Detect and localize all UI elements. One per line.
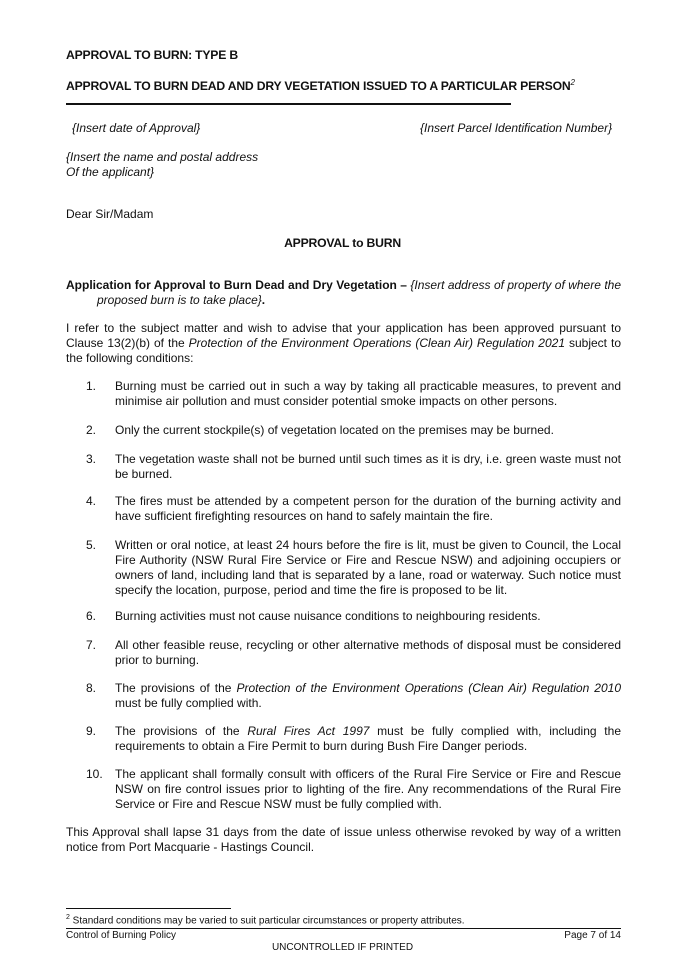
subject-block [66, 278, 621, 308]
footnote-text: Standard conditions may be varied to suit particular circumstances or property attributes. [69, 915, 465, 927]
date-placeholder: {Insert date of Approval} [72, 121, 201, 135]
condition-8-regulation: Protection of the Environment Operations (Clean Air) Regulation 2010 [236, 681, 621, 695]
title-underline [66, 103, 511, 105]
subject-italic-2: proposed burn is to take place} [97, 293, 262, 307]
footer-title: Control of Burning Policy [66, 930, 177, 941]
condition-text: Burning activities must not cause nuisance conditions to neighbouring residents. [115, 609, 541, 623]
condition-text: All other feasible reuse, recycling or other alternative methods of disposal must be considered prior to burning. [115, 638, 621, 667]
condition-text: Burning must be carried out in such a way by taking all practicable measures, to prevent and minimise air pollution and must consider potential smoke impacts on other persons. [115, 379, 621, 408]
intro-line-2-pre: Clause 13(2)(b) of the [66, 336, 189, 350]
closing-paragraph [66, 825, 621, 855]
applicant-line-2: Of the applicant} [66, 165, 155, 179]
condition-number: 5. [86, 538, 97, 552]
intro-line-1: I refer to the subject matter and wish to advise that your application has been approved pursuant to [66, 321, 621, 335]
condition-number: 7. [86, 638, 97, 652]
page-number: Page 7 of 14 [564, 930, 621, 941]
document-heading: APPROVAL to BURN [284, 236, 401, 250]
condition-text: Written or oral notice, at least 24 hours before the fire is lit, must be given to Council, the Local Fire Authority (NSW Rural Fire Service or Fire and Rescue NSW) and adjoining occupiers or owners of land, including land that is separated by a lane, road or waterway. Such notice must specify the location, purpose, period and time the fire is proposed to be lit. [115, 538, 621, 597]
condition-9-pre: The provisions of the [115, 724, 248, 738]
condition-number: 10. [86, 767, 103, 781]
condition-number: 2. [86, 423, 97, 437]
intro-line-3: the following conditions: [66, 351, 194, 365]
intro-line-2 [66, 336, 621, 351]
condition-number: 1. [86, 379, 97, 393]
subject-line-2 [66, 293, 621, 308]
approval-title [66, 78, 575, 93]
footnote [66, 914, 465, 926]
footnote-number: 2 [66, 914, 70, 921]
condition-8-pre: The provisions of the [115, 681, 237, 695]
condition-number: 3. [86, 452, 97, 466]
parcel-placeholder: {Insert Parcel Identification Number} [420, 121, 613, 135]
applicant-line-1: {Insert the name and postal address [66, 150, 259, 164]
closing-line-2: notice from Port Macquarie - Hastings Council. [66, 840, 315, 854]
condition-number: 9. [86, 724, 97, 738]
footer-rule [66, 928, 621, 929]
condition-text: The fires must be attended by a competent person for the duration of the burning activity and have sufficient firefighting resources on hand to safely maintain the fire. [115, 494, 621, 523]
condition-text: The vegetation waste shall not be burned until such times as it is dry, i.e. green waste must not be burned. [115, 452, 621, 481]
type-heading: APPROVAL TO BURN: TYPE B [66, 48, 238, 62]
subject-italic-1: {Insert address of property of where the [410, 278, 621, 292]
condition-text: Only the current stockpile(s) of vegetation located on the premises may be burned. [115, 423, 554, 437]
condition-9-post: must be fully complied with, including the requirements to obtain a Fire Permit to burn during Bush Fire Danger periods. [115, 724, 621, 753]
intro-line-2-post: subject to [565, 336, 622, 350]
salutation: Dear Sir/Madam [66, 207, 154, 221]
subject-bold: Application for Approval to Burn Dead and Dry Vegetation – [66, 278, 407, 292]
condition-text [115, 681, 621, 711]
condition-number: 8. [86, 681, 97, 695]
applicant-placeholder [66, 150, 258, 180]
condition-text [115, 724, 621, 754]
footnote-separator [66, 908, 231, 909]
approval-title-text: APPROVAL TO BURN DEAD AND DRY VEGETATION ISSUED TO A PARTICULAR PERSON [66, 79, 571, 94]
condition-number: 4. [86, 494, 97, 508]
condition-number: 6. [86, 609, 97, 623]
uncontrolled-notice: UNCONTROLLED IF PRINTED [271, 942, 414, 953]
condition-text: The applicant shall formally consult with officers of the Rural Fire Service or Fire and Rescue NSW on fire control issues prior to lighting of the fire. Any recommendations of the Rural Fire Service or Fire and Rescue NSW must be fully complied with. [115, 767, 621, 811]
intro-paragraph [66, 321, 621, 366]
subject-end: . [261, 293, 266, 307]
intro-regulation: Protection of the Environment Operations (Clean Air) Regulation 2021 [188, 336, 565, 350]
footnote-ref: 2 [570, 78, 575, 87]
closing-line-1: This Approval shall lapse 31 days from the date of issue unless otherwise revoked by way of a written [66, 825, 621, 839]
condition-8-post: must be fully complied with. [115, 696, 262, 710]
subject-line-1 [66, 278, 621, 293]
condition-9-act: Rural Fires Act 1997 [247, 724, 370, 738]
